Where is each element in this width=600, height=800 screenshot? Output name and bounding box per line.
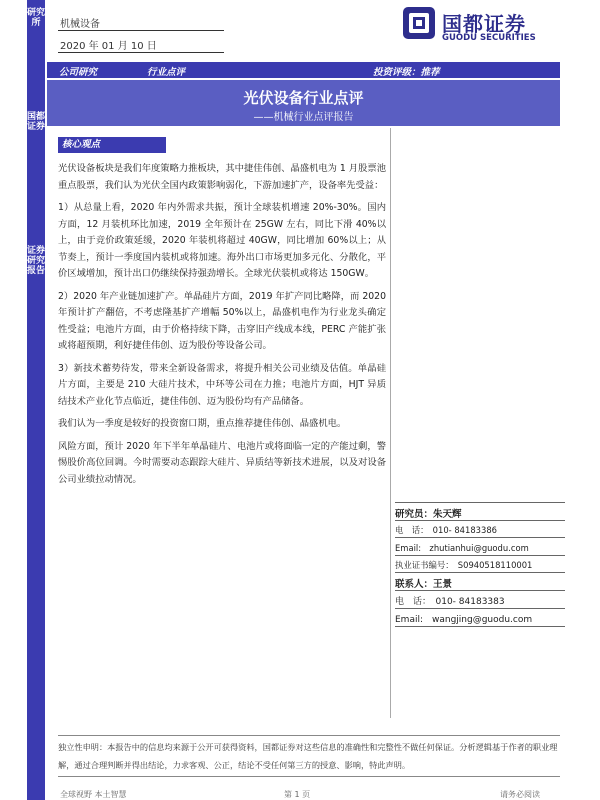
body-paragraph: 我们认为一季度是较好的投资窗口期，重点推荐捷佳伟创、晶盛机电。 [58,418,347,429]
column-divider [390,128,391,718]
body-paragraph: 2）2020 年产业链加速扩产。单晶硅片方面，2019 年扩产同比略降，而 2020 年预计扩产翻倍，不考虑隆基扩产增幅 50%以上，晶盛机电作为行业龙头确定性受益；电池片方面，由于价格持续下降，击穿旧产线成本线，PERC 产能扩张或将超预期，利好捷佳伟创、迈为股份等设备公司。 [58,290,386,351]
analyst-divider [395,520,565,521]
disclaimer-divider-2 [58,776,560,777]
logo-emblem-icon [402,6,436,40]
core-viewpoint-body [58,161,386,494]
body-paragraph: 1）从总量上看，2020 年内外需求共振，预计全球装机增速 20%-30%。国内方面，12 月装机环比加速，2019 全年预计在 25GW 左右，同比下滑 40%以上，由于竞价政策延缓，2020 年装机将超过 40GW，同比增加 60%以上；从节奏上，预计一季度国内装机或将加速。海外出口市场更加多元化、分散化，平价区域增加，预计出口仍继续保持强劲增长。全球光伏装机或将达 150GW。 [58,202,386,279]
header-industry: 机械设备 [60,19,100,30]
disclaimer-divider [58,735,560,736]
analyst-divider [395,502,565,503]
footer-slogan: 全球视野 本土智慧 [60,790,127,799]
researcher-name: 研究员：朱天辉 [395,509,462,520]
side-label-research-institute: 研究所 [27,8,46,28]
header-date: 2020 年 01 月 10 日 [60,41,157,52]
page-title: 光伏设备行业点评 [243,89,364,107]
body-paragraph: 3）新技术蓄势待发，带来全新设备需求，将提升相关公司业绩及估值。单晶硅片方面，主要是 210 大硅片技术，中环等公司在力推；电池片方面，HJT 异质结技术产业化节点临近，捷佳伟创、迈为股份均有产品储备。 [58,362,386,407]
analyst-divider [395,572,565,573]
report-category-band [47,62,560,78]
license-number: 执业证书编号： S0940518110001 [395,560,533,570]
logo-text-cn: 国都证券 [442,12,526,36]
researcher-phone: 电 话： 010- 84183386 [395,525,497,535]
report-type: 行业点评 [147,67,186,78]
side-label-report-type: 证券研究报告 [27,246,46,276]
report-category: 公司研究 [59,67,98,78]
side-label-company: 国都证券 [27,112,46,132]
core-viewpoint-tag: 核心观点 [58,137,166,153]
body-paragraph: 光伏设备板块是我们年度策略力推板块，其中捷佳伟创、晶盛机电为 1 月股票池重点股票，我们认为光伏全国内政策影响弱化，下游加速扩产，设备率先受益： [58,163,386,191]
analyst-divider [395,608,565,609]
analyst-divider [395,590,565,591]
title-box [47,80,560,126]
analyst-divider [395,537,565,538]
footer-notice: 请务必阅读 [500,790,540,799]
company-logo [402,6,552,46]
contact-email[interactable]: Email: wangjing@guodu.com [395,615,533,625]
investment-rating: 投资评级：推荐 [373,67,440,78]
logo-text-en: GUODU SECURITIES [442,33,536,43]
contact-name: 联系人：王景 [395,579,453,590]
header-divider-2 [58,52,224,53]
footer-page-number: 第 1 页 [284,790,311,799]
page-subtitle: ——机械行业点评报告 [253,112,354,123]
analyst-divider [395,555,565,556]
disclaimer: 独立性申明：本报告中的信息均来源于公开可获得资料，国都证券对这些信息的准确性和完整性不做任何保证。分析逻辑基于作者的职业理解，通过合理判断并得出结论，力求客观、公正，结论不受任何第三方的授意、影响，特此声明。 [58,742,558,770]
header-divider [58,30,224,31]
body-paragraph: 风险方面，预计 2020 年下半年单晶硅片、电池片或将面临一定的产能过剩，警惕股价高位回调。今时需要动态跟踪大硅片、异质结等新技术进展，以及对设备公司业绩拉动情况。 [58,440,386,485]
researcher-email[interactable]: Email: zhutianhui@guodu.com [395,543,529,553]
analyst-divider [395,626,565,627]
contact-phone: 电 话： 010- 84183383 [395,597,505,607]
